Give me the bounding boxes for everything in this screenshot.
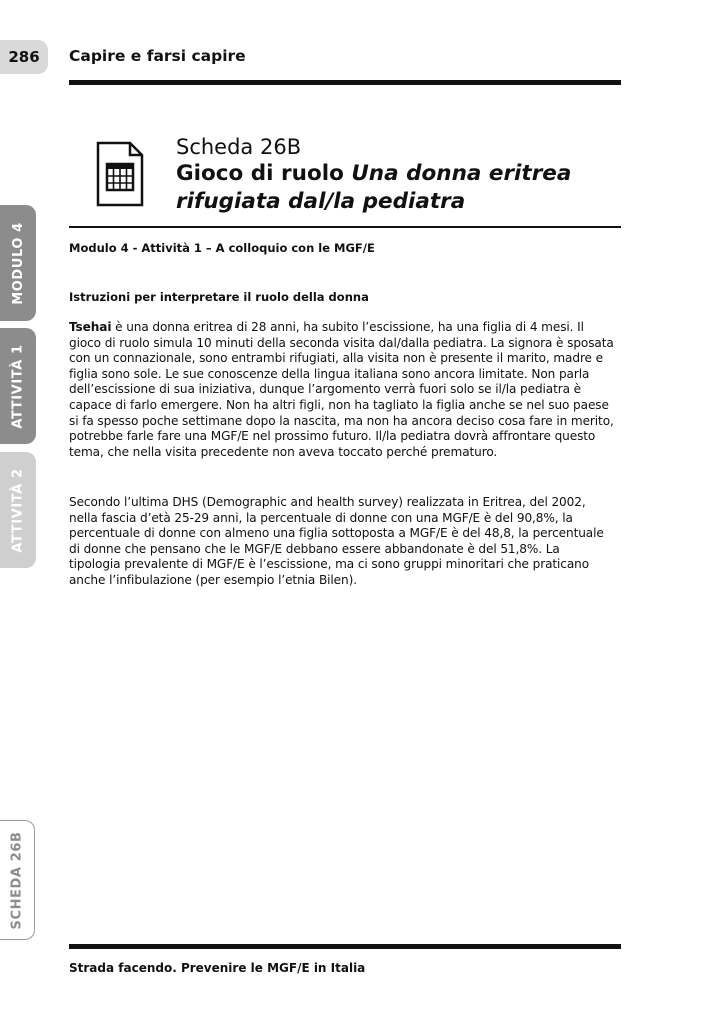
paragraph-character <box>69 320 614 460</box>
side-tab-modulo <box>0 205 36 321</box>
sheet-label: Scheda 26B <box>176 135 302 159</box>
running-head: Capire e farsi capire <box>69 47 246 65</box>
top-rule <box>69 80 621 85</box>
bottom-rule <box>69 944 621 949</box>
footer-title: Strada facendo. Prevenire le MGF/E in Italia <box>69 961 366 975</box>
title-rule <box>69 226 621 228</box>
instructions-heading: Istruzioni per interpretare il ruolo della donna <box>69 290 369 304</box>
page-number: 286 <box>0 40 48 74</box>
character-name: Tsehai <box>69 320 112 334</box>
side-tab-scheda-label: SCHEDA 26B <box>9 830 25 930</box>
sheet-title-italic: Una donna eritrea rifugiata dal/la pediatra <box>176 161 572 214</box>
document-table-icon <box>96 141 144 207</box>
module-subtitle: Modulo 4 - Attività 1 – A colloquio con le MGF/E <box>69 241 375 255</box>
side-tab-attivita-2 <box>0 452 36 568</box>
side-tab-attivita-2-label: ATTIVITÀ 2 <box>10 467 26 553</box>
side-tab-modulo-label: MODULO 4 <box>10 221 26 305</box>
side-tab-attivita-1 <box>0 328 36 444</box>
side-tab-scheda <box>0 820 35 940</box>
sheet-title <box>176 160 616 216</box>
sheet-title-bold: Gioco di ruolo <box>176 161 352 186</box>
side-tab-attivita-1-label: ATTIVITÀ 1 <box>10 343 26 429</box>
paragraph-statistics: Secondo l’ultima DHS (Demographic and health survey) realizzata in Eritrea, del 2002, nella fascia d’età 25-29 anni, la percentuale di donne con una MGF/E è del 90,8%, la percentuale di donne con almeno una figlia sottoposta a MGF/E è del 48,8, la percentuale di donne che pensano che le MGF/E debbano essere abbandonate è del 51,8%. La tipologia prevalente di MGF/E è l’escissione, ma ci sono gruppi minoritari che praticano anche l’infibulazione (per esempio l’etnia Bilen). <box>69 495 604 587</box>
paragraph-character-text: è una donna eritrea di 28 anni, ha subito l’escissione, ha una figlia di 4 mesi. Il gioco di ruolo simula 10 minuti della seconda visita dal/dalla pediatra. La signora è sposata con un connazionale, sono entrambi rifugiati, alla visita non è presente il marito, madre e figlia sono sole. Le sue conoscenze della lingua italiana sono ancora limitate. Non parla dell’escissione di sua iniziativa, dunque l’argomento verrà fuori solo se il/la pediatra è capace di farlo emergere. Non ha altri figli, non ha tagliato la figlia anche se nel suo paese si fa spesso poche settimane dopo la nascita, ma non ha ancora deciso cosa fare in merito, potrebbe farle fare una MGF/E nel prossimo futuro. Il/la pediatra dovrà affrontare questo tema, che nella visita precedente non aveva toccato perché prematuro. <box>69 320 614 459</box>
